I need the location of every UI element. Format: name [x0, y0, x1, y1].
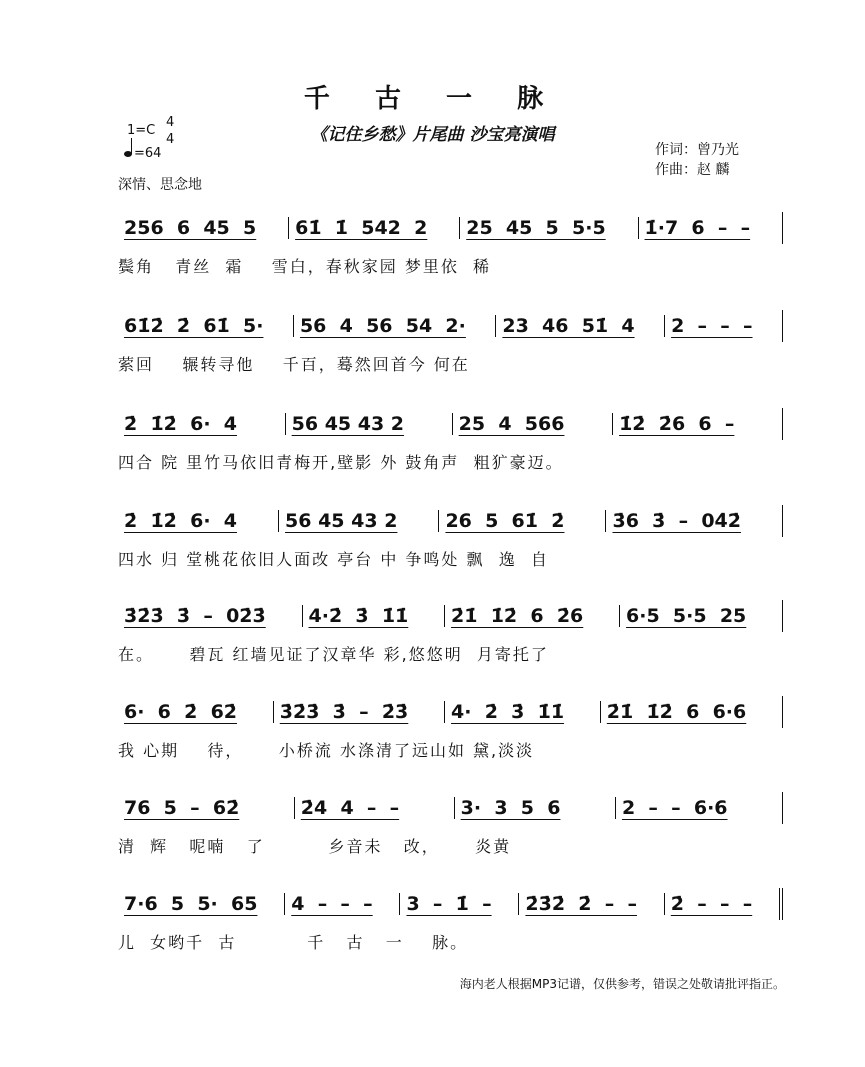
notes-line [118, 310, 783, 342]
measure: 2̇1̇ 1̇2̇ 6 6·6 [600, 701, 782, 723]
measure: 2̇3̇2̇ 2̇ – – [518, 893, 663, 915]
measure: 2 – – 6·6 [615, 797, 782, 819]
measure: 25 45 5 5·5 [459, 217, 637, 239]
measure: 4· 2̇ 3̇ 1̇1̇ [444, 701, 600, 723]
time-signature [166, 114, 174, 148]
measure: 2 – – – [664, 315, 782, 337]
measure: 25 4 566 [452, 413, 612, 435]
lyrics-line: 萦回 辗转寻他 千百，蓦然回首今 何在 [118, 355, 470, 374]
measure: 26 5 61̇ 2̇ [438, 510, 605, 532]
measure: 2̇1̇ 1̇2̇ 6 2̇6 [444, 605, 619, 627]
measure: 56 45 43 2 [278, 510, 438, 532]
measure: 2̇ 1̇2̇ 6· 4 [124, 510, 238, 532]
measure: 23 46 51̇ 4 [495, 315, 664, 337]
notes-line [118, 408, 783, 440]
music-system [118, 310, 783, 375]
notes-line [118, 888, 783, 920]
composer: 作曲：赵 麟 [655, 162, 730, 178]
measure: 6·5 5·5 25 [619, 605, 782, 627]
measure: 76 5 – 62̇ [124, 797, 240, 819]
music-system [118, 408, 783, 473]
measure: 1̇·7 6 – – [638, 217, 782, 239]
measure: 4 – – – [284, 893, 399, 915]
measure: 3̇2̇3̇ 3̇ – 2̇3̇ [273, 701, 444, 723]
lyricist: 作词：曾乃光 [655, 142, 739, 158]
lyrics-line: 在。 碧瓦 红墙见证了汉章华 彩,悠悠明 月寄托了 [118, 645, 549, 664]
music-system [118, 792, 783, 857]
lyrics-line: 四合 院 里竹马依旧青梅开,壁影 外 鼓角声 粗犷豪迈。 [118, 453, 564, 472]
tempo-value: =64 [134, 146, 162, 161]
music-system [118, 212, 783, 277]
measure: 1̇2̇ 2̇6 6 – [612, 413, 782, 435]
measure: 56 45 43 2 [285, 413, 452, 435]
music-system [118, 696, 783, 761]
time-signature-bottom: 4 [166, 132, 175, 147]
time-signature-top: 4 [166, 115, 175, 130]
measure: 4·2̇ 3̇ 1̇1̇ [302, 605, 445, 627]
expression-marking: 深情、思念地 [118, 177, 202, 193]
measure: 3̇2̇3̇ 3̇ – 02̇3̇ [124, 605, 266, 627]
music-system [118, 600, 783, 665]
measure: 3̇6 3̇ – 04̇2̇ [605, 510, 782, 532]
quarter-note-icon [124, 151, 132, 157]
measure: 2̇ 1̇2̇ 6· 4 [124, 413, 238, 435]
lyrics-line: 鬓角 青丝 霜 雪白，春秋家园 梦里依 稀 [118, 257, 492, 276]
notes-line [118, 505, 783, 537]
measure: 2̇4 4 – – [294, 797, 454, 819]
measure: 56 4 56 54 2· [293, 315, 495, 337]
music-system [118, 888, 783, 953]
notes-line [118, 696, 783, 728]
song-title: 千 古 一 脉 [303, 84, 562, 114]
lyrics-line: 儿 女哟千 古 千 古 一 脉。 [118, 933, 469, 952]
measure: 256 6 45 5 [124, 217, 257, 239]
tempo-marking [124, 146, 161, 161]
measure: 7·6 5 5· 65 [124, 893, 258, 915]
measure: 61̇2̇ 2̇ 61̇ 5· [124, 315, 264, 337]
lyrics-line: 四水 归 堂桃花依旧人面改 亭台 中 争鸣处 飘 逸 自 [118, 550, 549, 569]
music-system [118, 505, 783, 570]
notes-line [118, 600, 783, 632]
credits [655, 140, 739, 180]
lyrics-line: 我 心期 待， 小桥流 水涤清了远山如 黛,淡淡 [118, 741, 535, 760]
song-subtitle: 《记住乡愁》片尾曲 沙宝亮演唱 [310, 125, 555, 145]
measure: 2̇ – – – [664, 893, 779, 915]
lyrics-line: 清 辉 呢喃 了 乡音未 改， 炎黄 [118, 837, 512, 856]
measure: 3· 3 5 6 [454, 797, 615, 819]
measure: 3 – 1̇ – [399, 893, 518, 915]
measure: 61̇ 1̇ 542 2 [288, 217, 459, 239]
transcriber-note: 海内老人根据MP3记谱，仅供参考，错误之处敬请批评指正。 [459, 977, 785, 991]
notes-line [118, 792, 783, 824]
measure: 6· 6 2̇ 62̇ [124, 701, 238, 723]
notes-line [118, 212, 783, 244]
key-signature: 1=C [127, 123, 156, 138]
